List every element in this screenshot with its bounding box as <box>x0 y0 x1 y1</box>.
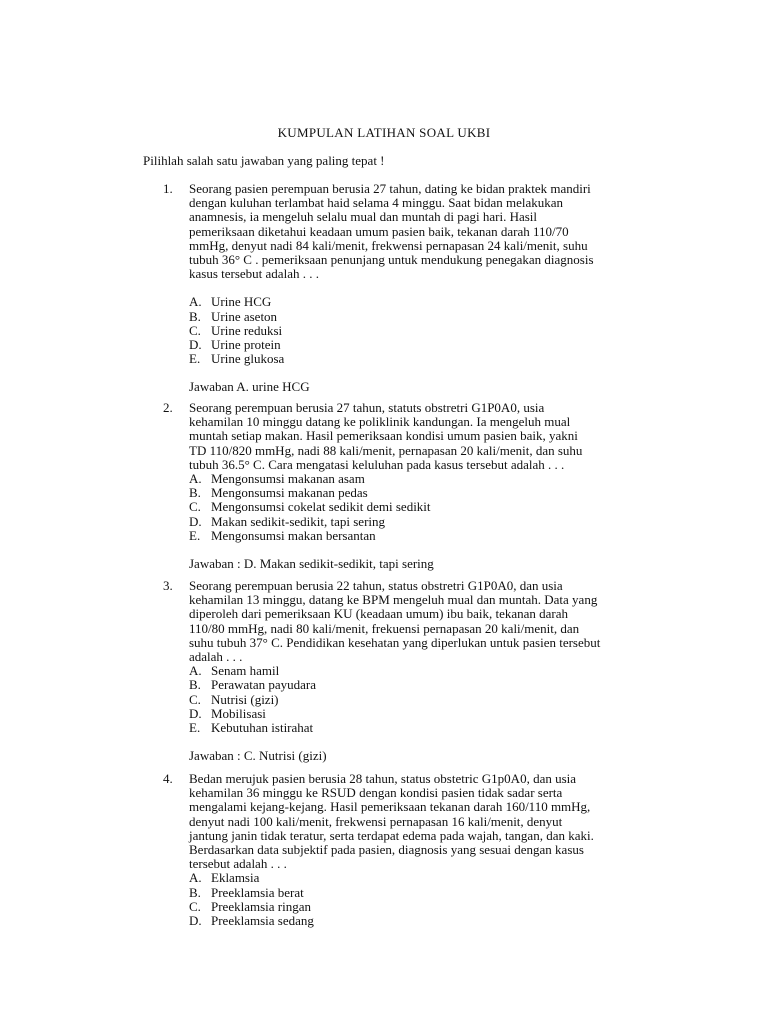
option-d <box>189 338 661 352</box>
stem-line: tersebut adalah . . . <box>189 856 287 872</box>
option-text: Mengonsumsi makanan pedas <box>211 485 368 501</box>
stem-line: kehamilan 36 minggu ke RSUD dengan kondisi pasien tidak sadar serta <box>189 785 563 801</box>
option-text: Preeklamsia berat <box>211 884 304 900</box>
option-text: Perawatan payudara <box>211 677 317 693</box>
stem-line: TD 110/820 mmHg, nadi 88 kali/menit, pernapasan 20 kali/menit, dan suhu <box>189 442 583 458</box>
stem-line: Seorang pasien perempuan berusia 27 tahun, dating ke bidan praktek mandiri <box>189 181 591 196</box>
stem-line: jantung janin tidak teratur, serta terdapat edema pada wajah, tangan, dan kaki. <box>189 827 594 843</box>
option-letter: D. <box>189 705 202 721</box>
stem-line: adalah . . . <box>189 649 243 665</box>
option-letter: A. <box>189 471 202 487</box>
stem-line: dengan kuluhan terlambat haid selama 4 minggu. Saat bidan melakukan <box>189 195 564 211</box>
option-e <box>189 721 661 735</box>
option-c <box>189 693 661 707</box>
question-stem <box>189 182 661 281</box>
question-4 <box>163 772 661 928</box>
stem-line: mengalami kejang-kejang. Hasil pemeriksaan tekanan darah 160/110 mmHg, <box>189 799 591 815</box>
option-letter: E. <box>189 720 201 736</box>
stem-line: muntah setiap makan. Hasil pemeriksaan kondisi umum pasien baik, yakni <box>189 428 578 444</box>
stem-line: tubuh 36.5° C. Cara mengatasi keluluhan pada kasus tersebut adalah . . . <box>189 456 565 472</box>
stem-line: anamnesis, ia mengeluh selalu mual dan muntah di pagi hari. Hasil <box>189 209 538 225</box>
option-text: Senam hamil <box>211 663 280 679</box>
answer-key: Jawaban : C. Nutrisi (gizi) <box>189 748 327 764</box>
option-letter: A. <box>189 294 202 310</box>
option-letter: C. <box>189 691 201 707</box>
option-d <box>189 707 661 721</box>
stem-line: tubuh 36° C . pemeriksaan penunjang untuk mendukung penegakan diagnosis <box>189 252 594 268</box>
option-letter: C. <box>189 499 201 515</box>
option-text: Makan sedikit-sedikit, tapi sering <box>211 513 386 529</box>
option-a <box>189 295 661 309</box>
option-letter: D. <box>189 337 202 353</box>
answer-options <box>189 871 661 928</box>
option-text: Urine glukosa <box>211 351 285 367</box>
answer-key: Jawaban : D. Makan sedikit-sedikit, tapi sering <box>189 556 434 572</box>
option-letter: E. <box>189 351 201 367</box>
answer-options <box>189 295 661 366</box>
option-d <box>189 914 661 928</box>
option-b <box>189 678 661 692</box>
option-text: Urine aseton <box>211 308 278 324</box>
question-stem <box>189 772 661 871</box>
option-c <box>189 900 661 914</box>
question-number: 3. <box>163 578 173 593</box>
stem-line: diperoleh dari pemeriksaan KU (keadaan umum) ibu baik, tekanan darah <box>189 606 569 622</box>
question-2 <box>163 401 661 571</box>
stem-line: Bedan merujuk pasien berusia 28 tahun, status obstetric G1p0A0, dan usia <box>189 771 577 786</box>
option-letter: C. <box>189 898 201 914</box>
stem-line: mmHg, denyut nadi 84 kali/menit, frekwensi pernapasan 24 kali/menit, suhu <box>189 237 588 253</box>
option-c <box>189 500 661 514</box>
question-1 <box>163 182 661 395</box>
question-number: 2. <box>163 400 173 415</box>
answer-options <box>189 664 661 735</box>
option-text: Mengonsumsi makanan asam <box>211 471 365 487</box>
option-letter: B. <box>189 677 201 693</box>
option-text: Mengonsumsi cokelat sedikit demi sedikit <box>211 499 431 515</box>
option-letter: A. <box>189 663 202 679</box>
option-letter: B. <box>189 884 201 900</box>
option-d <box>189 515 661 529</box>
option-letter: D. <box>189 913 202 929</box>
question-number: 1. <box>163 181 173 196</box>
question-number: 4. <box>163 771 173 786</box>
stem-line: kehamilan 13 minggu, datang ke BPM mengeluh mual dan muntah. Data yang <box>189 592 598 608</box>
stem-line: suhu tubuh 37° C. Pendidikan kesehatan yang diperlukan untuk pasien tersebut <box>189 634 601 650</box>
option-a <box>189 472 661 486</box>
stem-line: kasus tersebut adalah . . . <box>189 266 319 282</box>
question-stem <box>189 401 661 472</box>
stem-line: Seorang perempuan berusia 22 tahun, status obstretri G1P0A0, dan usia <box>189 578 563 593</box>
option-letter: A. <box>189 870 202 886</box>
option-b <box>189 886 661 900</box>
stem-line: 110/80 mmHg, nadi 80 kali/menit, frekuensi pernapasan 20 kali/menit, dan <box>189 620 580 636</box>
option-b <box>189 310 661 324</box>
option-text: Urine protein <box>211 337 281 353</box>
stem-line: kehamilan 10 minggu datang ke poliklinik kandungan. Ia mengeluh mual <box>189 414 571 430</box>
option-letter: E. <box>189 527 201 543</box>
option-text: Eklamsia <box>211 870 260 886</box>
stem-line: denyut nadi 100 kali/menit, frekwensi pernapasan 16 kali/menit, denyut <box>189 813 563 829</box>
option-text: Preeklamsia sedang <box>211 913 314 929</box>
option-a <box>189 664 661 678</box>
option-text: Urine HCG <box>211 294 272 310</box>
option-letter: C. <box>189 322 201 338</box>
option-text: Mobilisasi <box>211 705 266 721</box>
option-e <box>189 529 661 543</box>
option-letter: D. <box>189 513 202 529</box>
option-text: Urine reduksi <box>211 322 283 338</box>
option-c <box>189 324 661 338</box>
option-letter: B. <box>189 308 201 324</box>
question-3 <box>163 579 661 763</box>
option-text: Kebutuhan istirahat <box>211 720 314 736</box>
option-text: Preeklamsia ringan <box>211 898 311 914</box>
instruction-text: Pilihlah salah satu jawaban yang paling tepat ! <box>143 153 385 168</box>
answer-options <box>189 472 661 543</box>
option-e <box>189 352 661 366</box>
stem-line: pemeriksaan diketahui keadaan umum pasien baik, tekanan darah 110/70 <box>189 223 569 239</box>
option-letter: B. <box>189 485 201 501</box>
question-stem <box>189 579 661 664</box>
option-a <box>189 871 661 885</box>
option-text: Mengonsumsi makan bersantan <box>211 527 376 543</box>
stem-line: Seorang perempuan berusia 27 tahun, statuts obstretri G1P0A0, usia <box>189 400 545 415</box>
stem-line: Berdasarkan data subjektif pada pasien, diagnosis yang sesuai dengan kasus <box>189 842 584 858</box>
document-title: KUMPULAN LATIHAN SOAL UKBI <box>277 125 491 140</box>
option-b <box>189 486 661 500</box>
answer-key: Jawaban A. urine HCG <box>189 379 310 395</box>
option-text: Nutrisi (gizi) <box>211 691 279 707</box>
